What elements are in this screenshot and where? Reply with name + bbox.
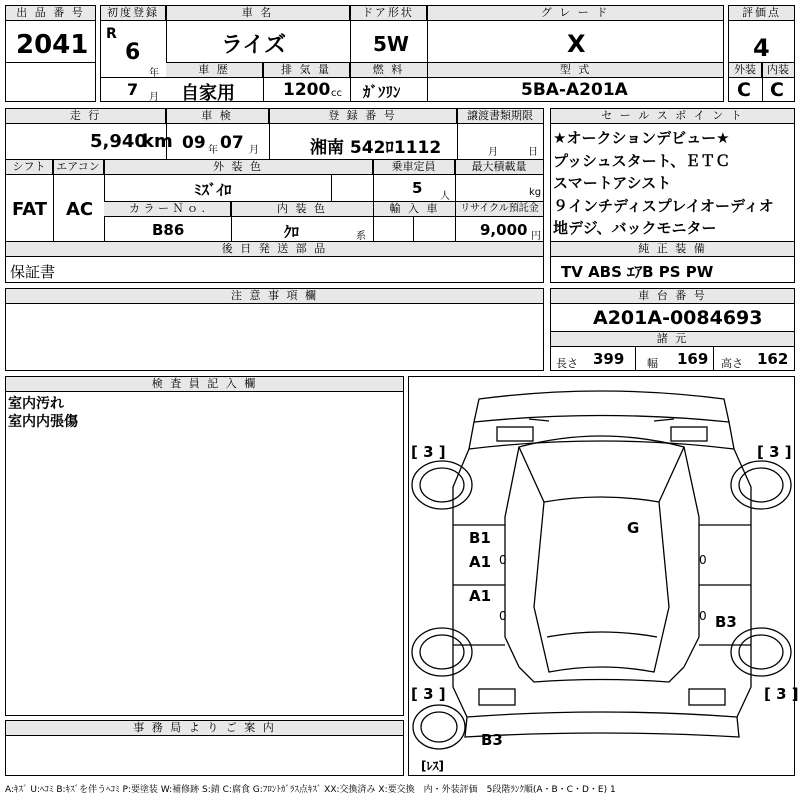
inspector-note: 室内内張傷 bbox=[8, 414, 78, 430]
width-label: 幅 bbox=[647, 357, 658, 370]
aircon-label: エアコン bbox=[53, 160, 104, 175]
door-handle-mark: 0 bbox=[499, 553, 507, 567]
door-type: 5W bbox=[373, 32, 409, 56]
license-plate: 湘南 542ﾛ1112 bbox=[310, 138, 442, 158]
model-label: 型 式 bbox=[428, 63, 723, 78]
dimensions-label: 諸 元 bbox=[551, 332, 794, 347]
lot-box bbox=[5, 5, 96, 102]
damage-diagram bbox=[408, 376, 799, 776]
color-no-label: カ ラ ー Ｎ ｏ . bbox=[104, 202, 231, 217]
notes-label: 注 意 事 項 欄 bbox=[6, 289, 543, 304]
length-value: 399 bbox=[593, 350, 625, 368]
displacement-unit: cc bbox=[331, 88, 342, 99]
transfer-day-unit: 日 bbox=[528, 147, 538, 158]
door-label: ドア形状 bbox=[350, 6, 427, 21]
aircon: AC bbox=[66, 199, 94, 220]
interior-grade: C bbox=[770, 79, 784, 101]
width-value: 169 bbox=[677, 350, 709, 368]
height-label: 高さ bbox=[721, 357, 743, 370]
fuel-type: ｶﾞｿﾘﾝ bbox=[363, 83, 401, 101]
inspector-box bbox=[5, 376, 404, 716]
grade-label: グ レ ー ド bbox=[427, 6, 723, 21]
chassis-box bbox=[550, 288, 795, 371]
tire-front-right-depth: [ 3 ] bbox=[757, 443, 792, 461]
damage-mark-front-door-a1: A1 bbox=[469, 553, 492, 571]
transfer-month-unit: 月 bbox=[488, 147, 498, 158]
shift-type: FAT bbox=[12, 199, 48, 220]
era-letter: R bbox=[106, 26, 117, 42]
later-parts: 保証書 bbox=[10, 263, 56, 281]
tire-rear-left-depth: [ 3 ] bbox=[411, 685, 446, 703]
damage-mark-spare-b3: B3 bbox=[481, 731, 503, 749]
first-reg-label: 初度登録 bbox=[101, 6, 166, 21]
lot-label: 出 品 番 号 bbox=[6, 6, 95, 21]
sales-point-line: プッシュスタート、ＥＴＣ bbox=[553, 151, 731, 170]
score-label: 評価点 bbox=[729, 6, 794, 21]
car-name: ライズ bbox=[221, 33, 287, 58]
inspection-year-unit: 年 bbox=[208, 145, 218, 156]
grade: X bbox=[567, 30, 586, 58]
lot-number: 2041 bbox=[16, 30, 89, 60]
later-parts-label: 後 日 発 送 部 品 bbox=[6, 242, 543, 257]
spare-tire-label: [ﾚｽ] bbox=[421, 759, 444, 773]
inspection-month: 07 bbox=[220, 133, 244, 153]
month-unit: 月 bbox=[149, 92, 159, 103]
year-unit: 年 bbox=[149, 68, 159, 79]
capacity-unit: 人 bbox=[440, 191, 450, 202]
transfer-label: 譲渡書類期限 bbox=[457, 109, 543, 124]
chassis-label: 車 台 番 号 bbox=[551, 289, 794, 304]
vehicle-header-box bbox=[100, 5, 724, 102]
load-label: 最大積載量 bbox=[455, 160, 543, 175]
shift-label: シフト bbox=[6, 160, 53, 175]
equipment-label: 純 正 装 備 bbox=[551, 242, 794, 257]
import-label: 輸 入 車 bbox=[373, 202, 455, 217]
inspection-year: 09 bbox=[182, 133, 206, 153]
displacement: 1200 bbox=[283, 80, 331, 100]
door-handle-mark: 0 bbox=[699, 609, 707, 623]
door-handle-mark: 0 bbox=[699, 553, 707, 567]
first-reg-month: 7 bbox=[127, 80, 139, 99]
standard-equipment: TV ABS ｴｱB PS PW bbox=[561, 263, 714, 281]
int-color-label: 内 装 色 bbox=[231, 202, 373, 217]
damage-mark-front-door-b1: B1 bbox=[469, 529, 491, 547]
interior-label: 内装 bbox=[762, 63, 794, 78]
score-box bbox=[728, 5, 795, 102]
damage-mark-windshield: G bbox=[627, 519, 640, 537]
sales-points-box bbox=[550, 108, 795, 283]
office-label: 事 務 局 よ り ご 案 内 bbox=[6, 721, 403, 736]
inspector-note: 室内汚れ bbox=[8, 396, 64, 412]
sales-point-line: スマートアシスト bbox=[553, 174, 672, 192]
tire-rear-right-depth: [ 3 ] bbox=[764, 685, 799, 703]
height-value: 162 bbox=[757, 350, 789, 368]
sales-point-line: ９インチディスプレイオーディオ bbox=[553, 196, 774, 215]
car-outline-diagram bbox=[409, 377, 794, 775]
sales-point-line: ★オークションデビュー★ bbox=[553, 129, 730, 147]
damage-mark-rear-door-a1: A1 bbox=[469, 587, 492, 605]
mileage-label: 走 行 bbox=[6, 109, 166, 124]
recycle-unit: 円 bbox=[531, 231, 541, 242]
color-number: B86 bbox=[152, 221, 185, 239]
length-label: 長さ bbox=[556, 357, 578, 370]
door-handle-mark: 0 bbox=[499, 609, 507, 623]
tire-front-left-depth: [ 3 ] bbox=[411, 443, 446, 461]
notes-box bbox=[5, 288, 544, 371]
fuel-label: 燃 料 bbox=[350, 63, 427, 78]
model-code: 5BA-A201A bbox=[521, 80, 628, 100]
inspection-month-unit: 月 bbox=[249, 145, 259, 156]
int-color-unit: 系 bbox=[356, 231, 366, 242]
history-label: 車 歴 bbox=[166, 63, 263, 78]
ext-color: ﾐｽﾞｲﾛ bbox=[194, 181, 232, 199]
vehicle-history: 自家用 bbox=[181, 83, 235, 104]
exterior-grade: C bbox=[737, 79, 751, 101]
damage-mark-rear-right-b3: B3 bbox=[715, 613, 737, 631]
load-unit: kg bbox=[529, 187, 542, 198]
ext-color-label: 外 装 色 bbox=[104, 160, 373, 175]
recycle-fee: 9,000 bbox=[480, 221, 528, 239]
evaluation-score: 4 bbox=[753, 34, 770, 62]
mileage-unit: km bbox=[142, 131, 173, 152]
mileage: 5,940 bbox=[90, 131, 147, 152]
sales-points-label: セ ー ル ス ポ イ ン ト bbox=[551, 109, 794, 124]
sales-point-line: 地デジ、バックモニター bbox=[553, 219, 717, 237]
capacity: 5 bbox=[412, 179, 423, 197]
inspector-label: 検 査 員 記 入 欄 bbox=[6, 377, 403, 392]
exterior-label: 外装 bbox=[729, 63, 762, 78]
first-reg-year: 6 bbox=[125, 40, 141, 65]
plate-label: 登 録 番 号 bbox=[269, 109, 457, 124]
displacement-label: 排 気 量 bbox=[263, 63, 350, 78]
office-box bbox=[5, 720, 404, 776]
inspection-label: 車 検 bbox=[166, 109, 269, 124]
capacity-label: 乗車定員 bbox=[373, 160, 455, 175]
vehicle-detail-box bbox=[5, 108, 544, 283]
int-color: ｸﾛ bbox=[284, 223, 300, 241]
recycle-label: リサイクル預託金 bbox=[455, 202, 543, 217]
chassis-number: A201A-0084693 bbox=[593, 307, 763, 329]
car-name-label: 車 名 bbox=[166, 6, 350, 21]
legend: A:ｷｽﾞ U:ﾍｺﾐ B:ｷｽﾞを伴うﾍｺﾐ P:要塗装 W:補修跡 S:錆 C:腐食 G:ﾌﾛﾝﾄｶﾞﾗｽ点ｷｽﾞ XX:交換済み X:要交換 内・外装評価 5段階ﾗﾝｸ順(A・B・C・D・E) 1 bbox=[5, 785, 616, 795]
